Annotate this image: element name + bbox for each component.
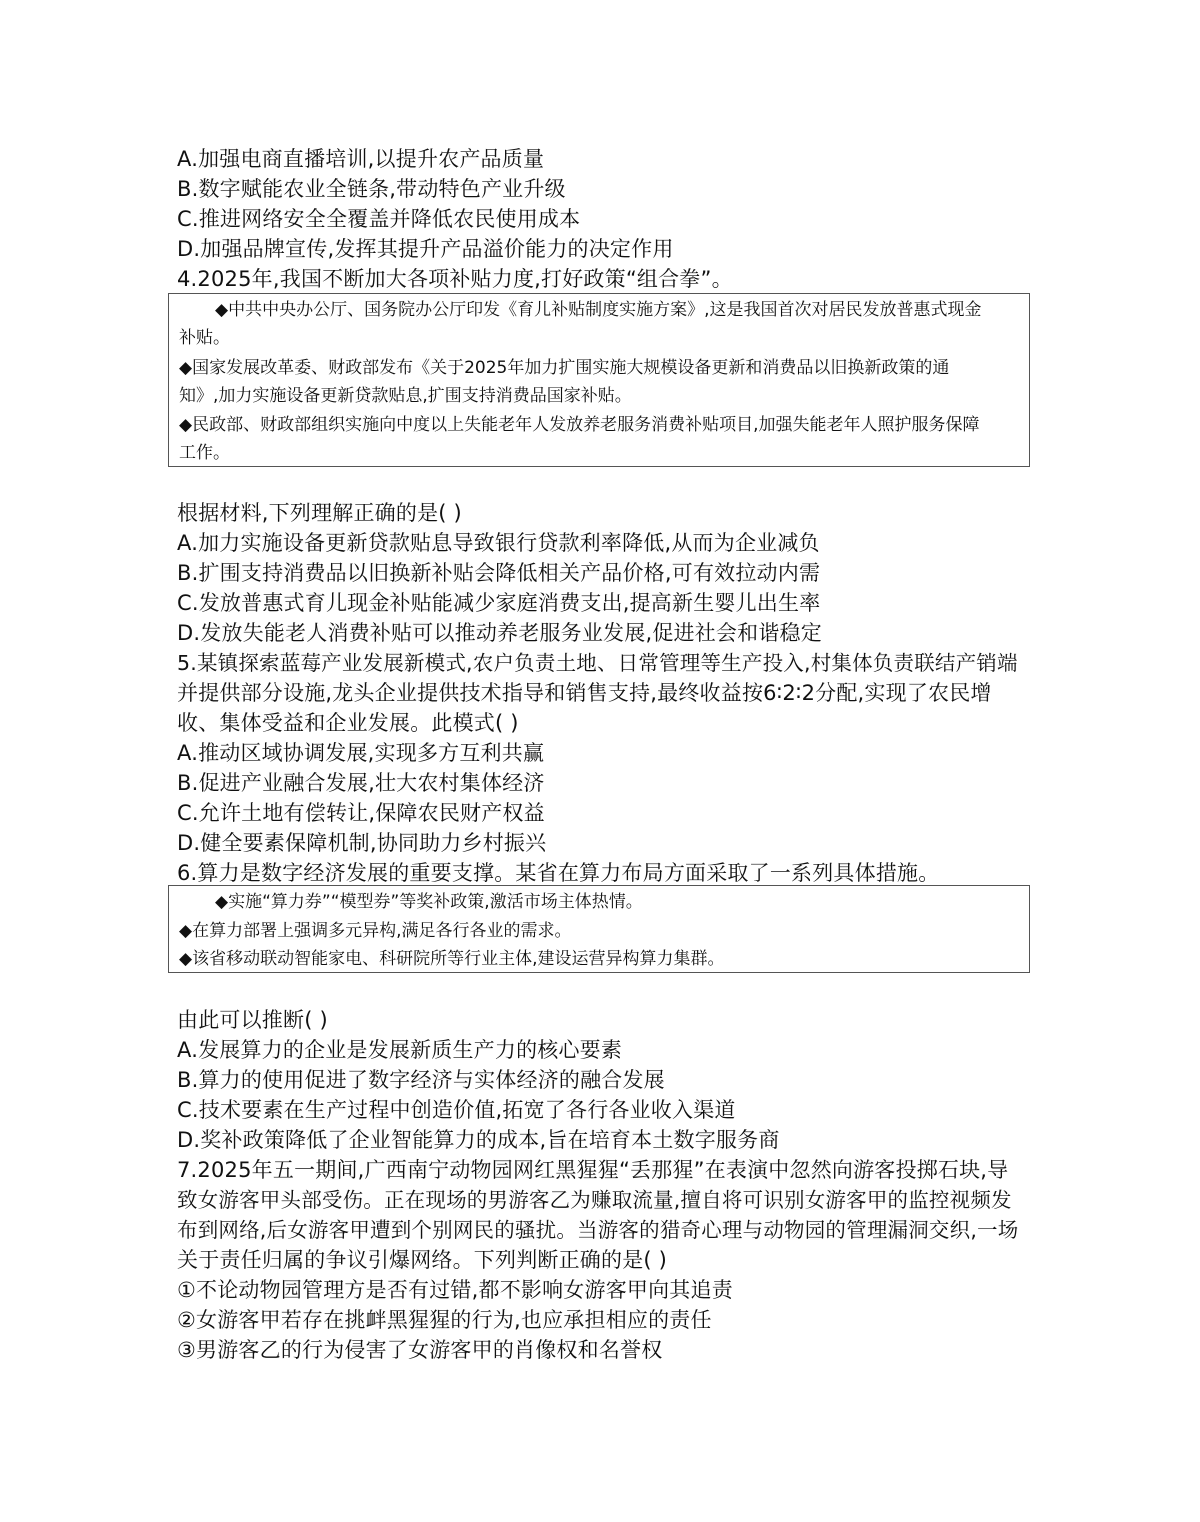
q6-option-b: B.算力的使用促进了数字经济与实体经济的融合发展 (177, 1068, 665, 1092)
q3-option-d: D.加强品牌宣传,发挥其提升产品溢价能力的决定作用 (177, 237, 674, 261)
q4-question: 根据材料,下列理解正确的是( ) (177, 501, 462, 525)
q7-stem-line: 7.2025年五一期间,广西南宁动物园网红黑猩猩“丢那猩”在表演中忽然向游客投掷石块,导 (177, 1158, 1009, 1182)
q7-statement-3: ③男游客乙的行为侵害了女游客甲的肖像权和名誉权 (177, 1338, 663, 1362)
q6-stem: 6.算力是数字经济发展的重要支撑。某省在算力布局方面采取了一系列具体措施。 (177, 861, 940, 885)
q4-option-c: C.发放普惠式育儿现金补贴能减少家庭消费支出,提高新生婴儿出生率 (177, 591, 821, 615)
q3-option-c: C.推进网络安全全覆盖并降低农民使用成本 (177, 207, 581, 231)
q6-material-line: ◆实施“算力券”“模型券”等奖补政策,激活市场主体热情。 (215, 892, 643, 912)
q4-option-d: D.发放失能老人消费补贴可以推动养老服务业发展,促进社会和谐稳定 (177, 621, 822, 645)
q7-statement-1: ①不论动物园管理方是否有过错,都不影响女游客甲向其追责 (177, 1278, 733, 1302)
q5-option-b: B.促进产业融合发展,壮大农村集体经济 (177, 771, 545, 795)
q3-option-a: A.加强电商直播培训,以提升农产品质量 (177, 147, 545, 171)
q4-option-a: A.加力实施设备更新贷款贴息导致银行贷款利率降低,从而为企业减负 (177, 531, 820, 555)
q5-option-c: C.允许土地有偿转让,保障农民财产权益 (177, 801, 545, 825)
q5-option-d: D.健全要素保障机制,协同助力乡村振兴 (177, 831, 547, 855)
q4-stem: 4.2025年,我国不断加大各项补贴力度,打好政策“组合拳”。 (177, 267, 733, 291)
q4-material-line: 知》,加力实施设备更新贷款贴息,扩围支持消费品国家补贴。 (179, 386, 632, 406)
q6-option-c: C.技术要素在生产过程中创造价值,拓宽了各行各业收入渠道 (177, 1098, 736, 1122)
q7-stem-line: 关于责任归属的争议引爆网络。下列判断正确的是( ) (177, 1248, 668, 1272)
q4-material-box (168, 293, 1030, 467)
q4-option-b: B.扩围支持消费品以旧换新补贴会降低相关产品价格,可有效拉动内需 (177, 561, 821, 585)
q4-material-line: ◆中共中央办公厅、国务院办公厅印发《育儿补贴制度实施方案》,这是我国首次对居民发放普惠式现金 (215, 300, 982, 320)
q4-material-line: 工作。 (179, 443, 230, 463)
q5-option-a: A.推动区域协调发展,实现多方互利共赢 (177, 741, 545, 765)
q6-question: 由此可以推断( ) (177, 1008, 328, 1032)
q3-option-b: B.数字赋能农业全链条,带动特色产业升级 (177, 177, 566, 201)
q5-stem-line: 5.某镇探索蓝莓产业发展新模式,农户负责土地、日常管理等生产投入,村集体负责联结产销端 (177, 651, 1018, 675)
q7-stem-line: 致女游客甲头部受伤。正在现场的男游客乙为赚取流量,擅自将可识别女游客甲的监控视频发 (177, 1188, 1012, 1212)
q6-option-a: A.发展算力的企业是发展新质生产力的核心要素 (177, 1038, 623, 1062)
q7-statement-2: ②女游客甲若存在挑衅黑猩猩的行为,也应承担相应的责任 (177, 1308, 712, 1332)
q6-option-d: D.奖补政策降低了企业智能算力的成本,旨在培育本土数字服务商 (177, 1128, 780, 1152)
q7-stem-line: 布到网络,后女游客甲遭到个别网民的骚扰。当游客的猎奇心理与动物园的管理漏洞交织,一场 (177, 1218, 1019, 1242)
q6-material-line: ◆该省移动联动智能家电、科研院所等行业主体,建设运营异构算力集群。 (179, 949, 725, 969)
q6-material-box (168, 885, 1030, 973)
q4-material-line: ◆民政部、财政部组织实施向中度以上失能老年人发放养老服务消费补贴项目,加强失能老年人照护服务保障 (179, 415, 980, 435)
q5-stem-line: 收、集体受益和企业发展。此模式( ) (177, 711, 519, 735)
q5-stem-line: 并提供部分设施,龙头企业提供技术指导和销售支持,最终收益按6∶2∶2分配,实现了农民增 (177, 681, 992, 705)
q4-material-line: 补贴。 (179, 328, 230, 348)
q4-material-line: ◆国家发展改革委、财政部发布《关于2025年加力扩围实施大规模设备更新和消费品以旧换新政策的通 (179, 358, 950, 378)
q6-material-line: ◆在算力部署上强调多元异构,满足各行各业的需求。 (179, 921, 572, 941)
